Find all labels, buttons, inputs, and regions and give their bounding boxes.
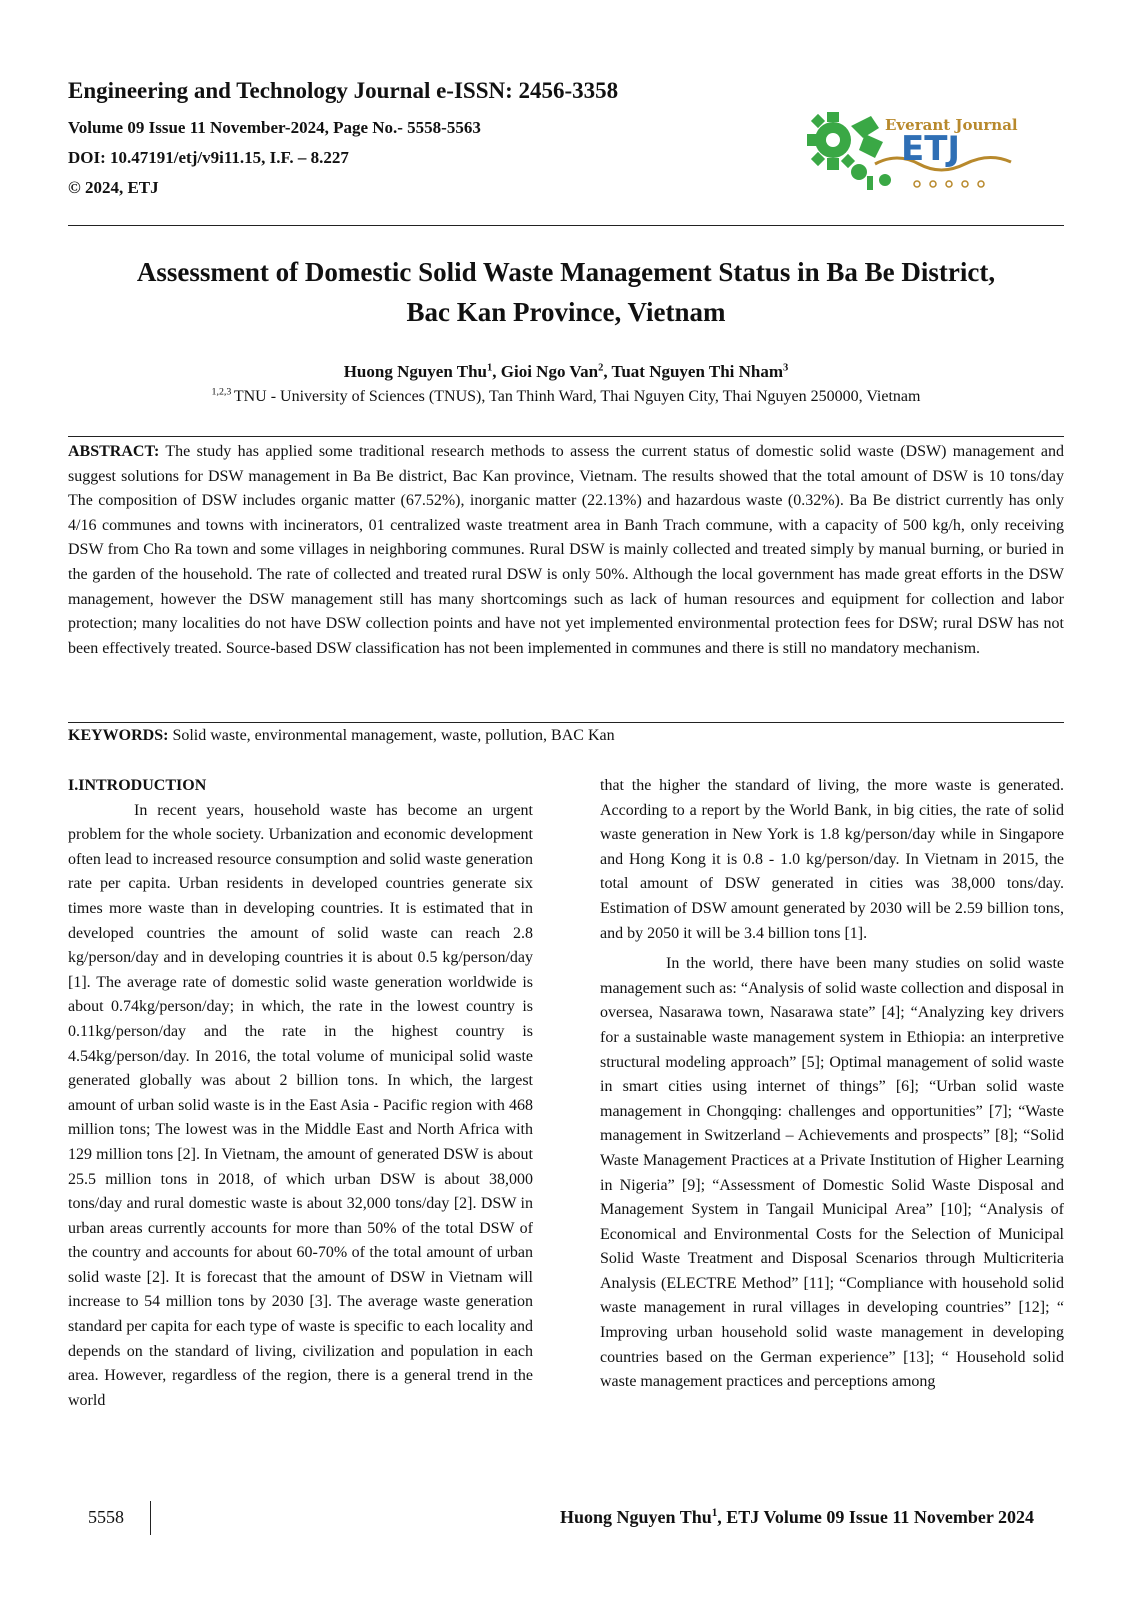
author-separator: , bbox=[492, 362, 501, 381]
logo-text-main: ETJ bbox=[901, 129, 961, 169]
running-author-mark: 1 bbox=[711, 1507, 718, 1519]
running-citation: , ETJ Volume 09 Issue 11 November 2024 bbox=[717, 1507, 1034, 1527]
abstract bbox=[68, 440, 1064, 661]
page-footer bbox=[68, 1505, 1064, 1535]
author-1: Huong Nguyen Thu bbox=[343, 362, 487, 381]
author-2: Gioi Ngo Van bbox=[500, 362, 599, 381]
author-2-affil-mark: 2 bbox=[598, 362, 604, 374]
logo-text-top: Everant Journal bbox=[885, 116, 1018, 134]
keywords-text: Solid waste, environmental management, waste, pollution, BAC Kan bbox=[168, 727, 615, 744]
journal-name: Engineering and Technology Journal e-ISSN: 2456-3358 bbox=[68, 78, 619, 103]
intro-paragraph-2: In the world, there have been many studies on solid waste management such as: “Analysis of solid waste collection and disposal in oversea, Nasarawa town, Nasarawa state” [4]; “Analyzing key drivers for a sustainable waste management system in Ethiopia: an interpretive structural modeling approach” [5]; Optimal management of solid waste in smart cities using internet of things” [6]; “Urban solid waste management in Chongqing: challenges and opportunities” [7]; “Waste management in Switzerland – Achievements and prospects” [8]; “Solid Waste Management Practices at a Private Institution of Higher Learning in Nigeria” [9]; “Assessment of Domestic Solid Waste Disposal and Management System in Tangail Municipal Area” [10]; “Analysis of Economical and Environmental Costs for the Selection of Municipal Solid Waste Treatment and Disposal Scenarios through Multicriteria Analysis (ELECTRE Method” [11]; “Compliance with household solid waste management in rural villages in developing countries” [12]; “ Improving urban household solid waste management in developing countries based on the German experience” [13]; “ Household solid waste management practices and perceptions among bbox=[600, 955, 1064, 1391]
footer-divider bbox=[150, 1501, 151, 1535]
author-3: Tuat Nguyen Thi Nham bbox=[611, 362, 784, 381]
author-list bbox=[68, 360, 1064, 384]
running-footer bbox=[560, 1507, 1034, 1528]
etj-logo-graphic bbox=[805, 98, 1025, 198]
keywords-label: KEYWORDS: bbox=[68, 727, 169, 744]
affiliation-marks: 1,2,3 bbox=[211, 386, 234, 398]
doi-line: DOI: 10.47191/etj/v9i11.15, I.F. – 8.227 bbox=[68, 148, 349, 167]
intro-paragraph-1-continued: that the higher the standard of living, the more waste is generated. According to a report by the World Bank, in big cities, the rate of solid waste generation in New York is 1.8 kg/person/day while in Singapore and Hong Kong it is 0.8 - 1.0 kg/person/day. In Vietnam in 2015, the total amount of DSW generated in cities was 38,000 tons/day. Estimation of DSW amount generated by 2030 will be 2.59 billion tons, and by 2050 it will be 3.4 billion tons [1]. bbox=[600, 777, 1064, 942]
author-3-affil-mark: 3 bbox=[783, 362, 789, 374]
affiliation bbox=[68, 386, 1064, 408]
title-line-1: Assessment of Domestic Solid Waste Management Status in Ba Be District, bbox=[136, 257, 996, 287]
paper-title bbox=[68, 252, 1064, 332]
volume-line: Volume 09 Issue 11 November-2024, Page No.- 5558-5563 bbox=[68, 118, 481, 137]
body-column-left bbox=[68, 774, 533, 1413]
intro-paragraph-1: In recent years, household waste has become an urgent problem for the whole society. Urbanization and economic development often lead to increased resource consumption and solid waste generation rate per capita. Urban residents in developed countries generate six times more waste than in developing countries. It is estimated that in developed countries the amount of solid waste can reach 2.8 kg/person/day and in developing countries it is about 0.5 kg/person/day [1]. The average rate of domestic solid waste generation worldwide is about 0.74kg/person/day; in which, the rate in the lowest country is 0.11kg/person/day and the rate in the highest country is 4.54kg/person/day. In 2016, the total volume of municipal solid waste generated globally was about 2 billion tons. In which, the largest amount of urban solid waste is in the East Asia - Pacific region with 468 million tons; The lowest was in the Middle East and North Africa with 129 million tons [2]. In Vietnam, the amount of generated DSW is about 25.5 million tons in 2018, of which urban DSW is about 38,000 tons/day and rural domestic waste is about 32,000 tons/day [2]. DSW in urban areas currently accounts for more than 50% of the total DSW of the country and accounts for about 60-70% of the total amount of urban solid waste [2]. It is forecast that the amount of DSW in Vietnam will increase to 54 million tons by 2030 [3]. The average waste generation standard per capita for each type of waste is specific to each locality and depends on the standard of living, civilization and population in each area. However, regardless of the region, there is a general trend in the world bbox=[68, 801, 533, 1409]
affiliation-text: TNU - University of Sciences (TNUS), Tan Thinh Ward, Thai Nguyen City, Thai Nguyen 250000, Vietnam bbox=[233, 388, 921, 405]
journal-header bbox=[68, 76, 668, 206]
copyright-line: © 2024, ETJ bbox=[68, 178, 159, 197]
title-line-2: Bac Kan Province, Vietnam bbox=[406, 297, 726, 327]
page-number: 5558 bbox=[88, 1507, 124, 1527]
header-divider bbox=[68, 225, 1064, 226]
section-heading-introduction: I.INTRODUCTION bbox=[68, 777, 207, 794]
running-author: Huong Nguyen Thu bbox=[559, 1507, 712, 1527]
abstract-text: The study has applied some traditional research methods to assess the current status of domestic solid waste (DSW) management and suggest solutions for DSW management in Ba Be district, Bac Kan province, Vietnam. The results showed that the total amount of DSW is 10 tons/day The composition of DSW includes organic matter (67.52%), inorganic matter (22.13%) and hazardous waste (0.32%). Ba Be district currently has only 4/16 communes and towns with incinerators, 01 centralized waste treatment area in Banh Trach commune, with a capacity of 500 kg/h, only receiving DSW from Cho Ra town and some villages in neighboring communes. Rural DSW is mainly collected and treated simply by manual burning, or buried in the garden of the household. The rate of collected and treated rural DSW is only 50%. Although the local government has made great efforts in the DSW management, however the DSW management still has many shortcomings such as lack of human resources and equipment for collection and labor protection; many localities do not have DSW collection points and have not yet implemented environmental protection fees for DSW; rural DSW has not been effectively treated. Source-based DSW classification has not been implemented in communes and there is still no mandatory mechanism. bbox=[68, 443, 1064, 657]
keywords-top-rule bbox=[68, 722, 1064, 723]
keywords bbox=[68, 725, 1064, 747]
author-separator: , bbox=[603, 362, 612, 381]
author-1-affil-mark: 1 bbox=[487, 362, 493, 374]
etj-logo bbox=[805, 98, 1025, 198]
abstract-label: ABSTRACT: bbox=[68, 443, 160, 460]
body-column-right bbox=[600, 774, 1064, 1395]
abstract-top-rule bbox=[68, 436, 1064, 437]
